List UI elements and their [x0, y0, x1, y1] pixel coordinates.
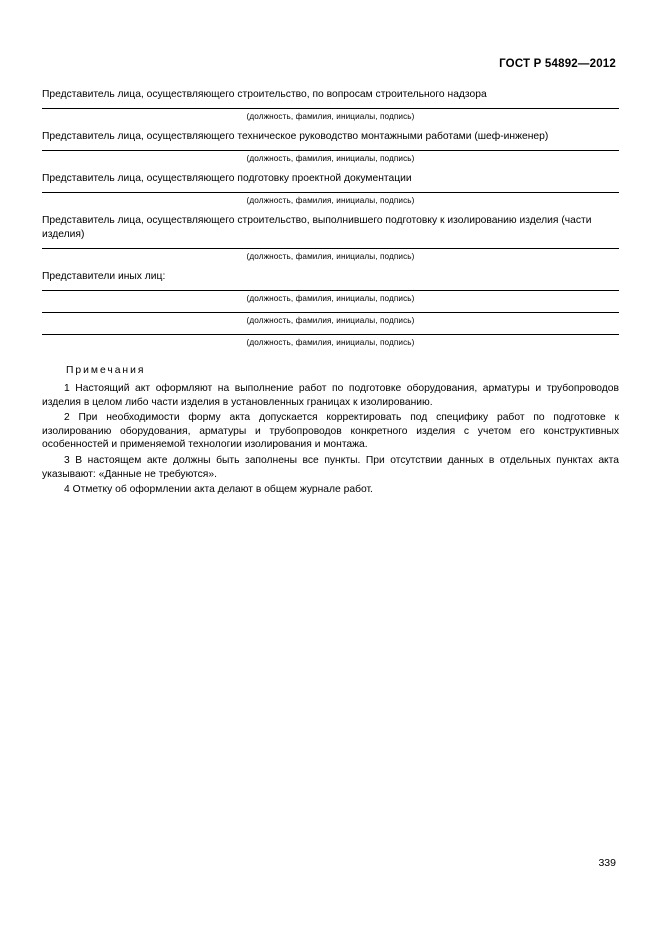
signature-line[interactable] [42, 108, 619, 109]
standard-header: ГОСТ Р 54892—2012 [499, 58, 616, 70]
signature-caption: (должность, фамилия, инициалы, подпись) [246, 252, 415, 261]
page-number: 339 [598, 857, 616, 869]
signature-line[interactable] [42, 192, 619, 193]
signature-line[interactable] [42, 334, 619, 335]
note-item [42, 411, 619, 452]
note-text: 4 Отметку об оформлении акта делают в общем журнале работ. [64, 484, 373, 496]
note-text: 2 При необходимости форму акта допускается корректировать под специфику работ по подготовке к изолированию оборудования, арматуры и трубопроводов конкретного изделия с учетом его конструктивных особенностей и применяемой технологии изолирования и монтажа. [42, 412, 619, 451]
note-text: 3 В настоящем акте должны быть заполнены все пункты. При отсутствии данных в отдельных пунктах акта указывают: «Данные не требуются». [42, 454, 619, 480]
signature-caption: (должность, фамилия, инициалы, подпись) [246, 338, 415, 347]
signature-caption: (должность, фамилия, инициалы, подпись) [246, 154, 415, 163]
note-text: 1 Настоящий акт оформляют на выполнение работ по подготовке оборудования, арматуры и трубопроводов изделия в целом либо части изделия в установленных границах к изолированию. [42, 383, 619, 408]
notes-title: Примечания [66, 365, 146, 376]
signature-line[interactable] [42, 312, 619, 313]
signature-line[interactable] [42, 248, 619, 249]
signature-line[interactable] [42, 290, 619, 291]
note-item [42, 483, 619, 497]
signature-caption: (должность, фамилия, инициалы, подпись) [246, 196, 415, 205]
signature-caption: (должность, фамилия, инициалы, подпись) [246, 294, 415, 303]
signature-line[interactable] [42, 150, 619, 151]
signature-role-label: Представители иных лиц: [42, 271, 166, 282]
signature-role-label: Представитель лица, осуществляющего подготовку проектной документации [42, 173, 412, 184]
note-item [42, 382, 619, 409]
signature-role-label: Представитель лица, осуществляющего техническое руководство монтажными работами (шеф-инженер) [42, 131, 549, 142]
form-content [42, 88, 619, 499]
signature-caption: (должность, фамилия, инициалы, подпись) [246, 316, 415, 325]
signature-caption: (должность, фамилия, инициалы, подпись) [246, 112, 415, 121]
signature-role-label: Представитель лица, осуществляющего строительство, по вопросам строительного надзора [42, 89, 487, 100]
note-item [42, 454, 619, 481]
signature-role-label: Представитель лица, осуществляющего строительство, выполнившего подготовку к изолированию изделия (части изделия) [42, 215, 592, 240]
